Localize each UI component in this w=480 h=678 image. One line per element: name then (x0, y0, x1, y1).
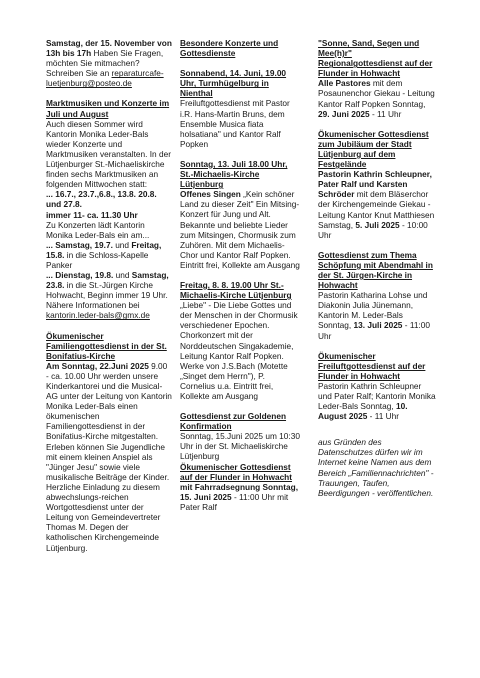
contact-text: Haben Sie Fragen, möchten Sie mitmachen? Schreiben Sie an (46, 48, 164, 79)
event-heading: Gottesdienst zur Goldenen Konfirmation (180, 411, 287, 432)
body-text: Pastorin Katharina Lohse und Diakonin Julia Jünemann, Kantorin M. Leder-Bals Sonntag, (318, 290, 428, 331)
event-title: Offenes Singen (180, 189, 241, 200)
email-link[interactable]: reparaturcafe- (111, 68, 164, 79)
column-left (46, 38, 172, 553)
time-text: immer 11- ca. 11.30 Uhr (46, 209, 138, 220)
event-title: mit Fahrradsegnung Sonntag, 15. Juni 2025 (180, 481, 299, 502)
event-jubilaeum (318, 129, 436, 240)
event-heading: Sonnabend, 14. Juni, 19.00 Uhr, Turmhügelburg in Nienthal (180, 68, 287, 99)
event-heading: Freitag, 8. 8. 19.00 Uhr St.-Michaelis-Kirche Lütjenburg (180, 279, 292, 301)
marktmusiken-block (46, 98, 172, 320)
privacy-note: aus Gründen des Datenschutzes dürfen wir im Internet keine Namen aus dem Bereich „Familiennachrichten" - Trauungen, Taufen, Beerdigungen - veröffentlichen. (318, 437, 434, 498)
event-date: 10. August 2025 (318, 401, 408, 422)
body-text: - 10:00 Uhr (318, 219, 428, 240)
body-text: Zu Konzerten lädt Kantorin Monika Leder-Bals ein am... (46, 219, 150, 240)
event-heading: Ökumenischer Freiluftgottesdienst auf der Flunder in Hohwacht (318, 350, 426, 381)
column-middle (180, 38, 302, 512)
event-title: Pastorin Kathrin Schleupner, Pater Ralf und Karsten Schröder (318, 169, 432, 200)
event-date: 29. Juni 2025 (318, 108, 370, 119)
event-time-line: November von 13h bis 17h (46, 38, 172, 59)
body-text: und (115, 239, 130, 250)
event-schoepfung (318, 250, 436, 341)
body-text: mit dem Posaunenchor Giekau - Leitung Kantor Ralf Popken Sonntag, (318, 78, 435, 109)
event-heading: Ökumenischer Gottesdienst auf der Flunder in Hohwacht (180, 461, 293, 482)
body-text: mit dem Bläserchor der Kirchengemeinde Giekau - Leitung Kantor Knut Matthiesen Samstag, (318, 189, 435, 230)
body-text: „Liebe" - Die Liebe Gottes und der Menschen in der Chormusik verschiedener Epochen. Chorkonzert mit der Norddeutschen Singakademie, Leitung Kantor Ralf Popken. Werke von J.S.Bach (Motette „Singet dem Herrn"), P. Cornelius u.a. Eintritt frei, Kollekte am Ausgang (180, 300, 298, 401)
body-text: und (115, 270, 130, 281)
body-text: in die Schloss-Kapelle Panker (46, 249, 149, 270)
body-text: - 11 Uhr (371, 108, 402, 119)
body-text: in die St.-Jürgen Kirche Hohwacht, Beginn immer 19 Uhr. Nähere Informationen bei (46, 280, 168, 311)
familiengottesdienst-block (46, 331, 172, 553)
email-link-cont[interactable]: luetjenburg@posteo.de (46, 78, 132, 89)
column-heading: Besondere Konzerte und Gottesdienste (180, 38, 279, 59)
event-goldene-konfirmation (180, 411, 302, 512)
event-date-line: Samstag, der 15. (46, 38, 112, 48)
event-heading: Gottesdienst zum Thema Schöpfung mit Abendmahl in der St. Jürgen-Kirche in Hohwacht (318, 249, 433, 291)
event-heading: Ökumenischer Gottesdienst zum Jubiläum der Stadt Lütjenburg auf dem Festgelände (318, 128, 429, 170)
concert-date: Samstag, 23.8. (46, 270, 169, 291)
body-text: „Kein schöner Land zu dieser Zeit" Ein Mitsing-Konzert für Jung und Alt. Bekannte und beliebte Lieder zum Mitsingen, Chormusik zum Zuhören. Mit dem Michaelis-Chor und Kantor Ralf Popken. Eintritt frei, Kollekte am Ausgang (180, 189, 300, 270)
event-freiluftgottesdienst (318, 351, 436, 422)
concert-date: ... Dienstag, 19.8. (46, 270, 114, 281)
event-title: Alle Pastores (318, 78, 371, 89)
event-heading: "Sonne, Sand, Segen und Mee(h)r" Regionalgottesdienst auf der Flunder in Hohwacht (318, 38, 433, 79)
event-turmhuegelburg (180, 68, 302, 149)
event-regionalgottesdienst (318, 38, 436, 119)
body-text: - 11:00 Uhr mit Pater Ralf (180, 491, 289, 512)
event-date: 13. Juli 2025 (353, 320, 403, 331)
email-link[interactable]: kantorin.leder-bals@gmx.de (46, 310, 150, 321)
concert-date: ... Samstag, 19.7. (46, 239, 113, 250)
body-text: Auch diesen Sommer wird Kantorin Monika Leder-Bals wieder Konzerte und Marktmusiken veranstalten. In der Lütjenburger St.-Michaeliskirche finden sechs Marktmusiken an folgenden Mittwochen statt: (46, 118, 171, 190)
event-liebe-konzert (180, 280, 302, 401)
section-heading: Marktmusiken und Konzerte im Juli und August (46, 98, 170, 119)
body-text: - 11 Uhr (369, 411, 400, 422)
column-right (318, 38, 436, 498)
body-text: Pastorin Kathrin Schleupner und Pater Ralf; Kantorin Monika Leder-Bals Sonntag, (318, 380, 436, 412)
body-text: 9.00 - ca. 10.00 Uhr werden unsere Kinderkantorei und die Musical-AG unter der Leitung von Kantorin Monika Leder-Bals einen ökumenischen Familiengottesdienst in der Bonifatius-Kirche mitgestalten. Erleben können Sie Jugendliche mit einem kleinen Anspiel als "Jünger Jesu" sowie viele musikalische Beiträge der Kinder. Herzliche Einladung zu diesem abwechslungs-reichen Wortgottesdienst unter der Leitung von Gemeindevertreter Thomas M. Degen der katholischen Kirchengemeinde Lütjenburg. (46, 360, 172, 553)
event-offenes-singen (180, 159, 302, 270)
event-date: Am Sonntag, 22.Juni 2025 (46, 360, 149, 371)
event-date: 5. Juli 2025 (355, 219, 400, 230)
concert-date: Freitag, 15.8. (46, 239, 162, 260)
body-text: Sonntag, 15.Juni 2025 um 10:30 Uhr in der St. Michaeliskirche Lütjenburg (180, 431, 300, 462)
body-text: - 11:00 Uhr (318, 320, 430, 341)
section-heading: Ökumenischer Familiengottesdienst in der St. Bonifatius-Kirche (46, 330, 167, 361)
reparaturcafe-block (46, 38, 172, 88)
body-text: Freiluftgottesdienst mit Pastor i.R. Hans-Martin Bruns, dem Ensemble Musica fiata holsatiana" und Kantor Ralf Popken (180, 98, 290, 149)
event-heading: Sonntag, 13. Juli 18.00 Uhr, St.-Michaelis-Kirche Lütjenburg (180, 158, 288, 190)
dates-text: ... 16.7., 23.7.,6.8., 13.8. 20.8. und 27.8. (46, 189, 157, 210)
